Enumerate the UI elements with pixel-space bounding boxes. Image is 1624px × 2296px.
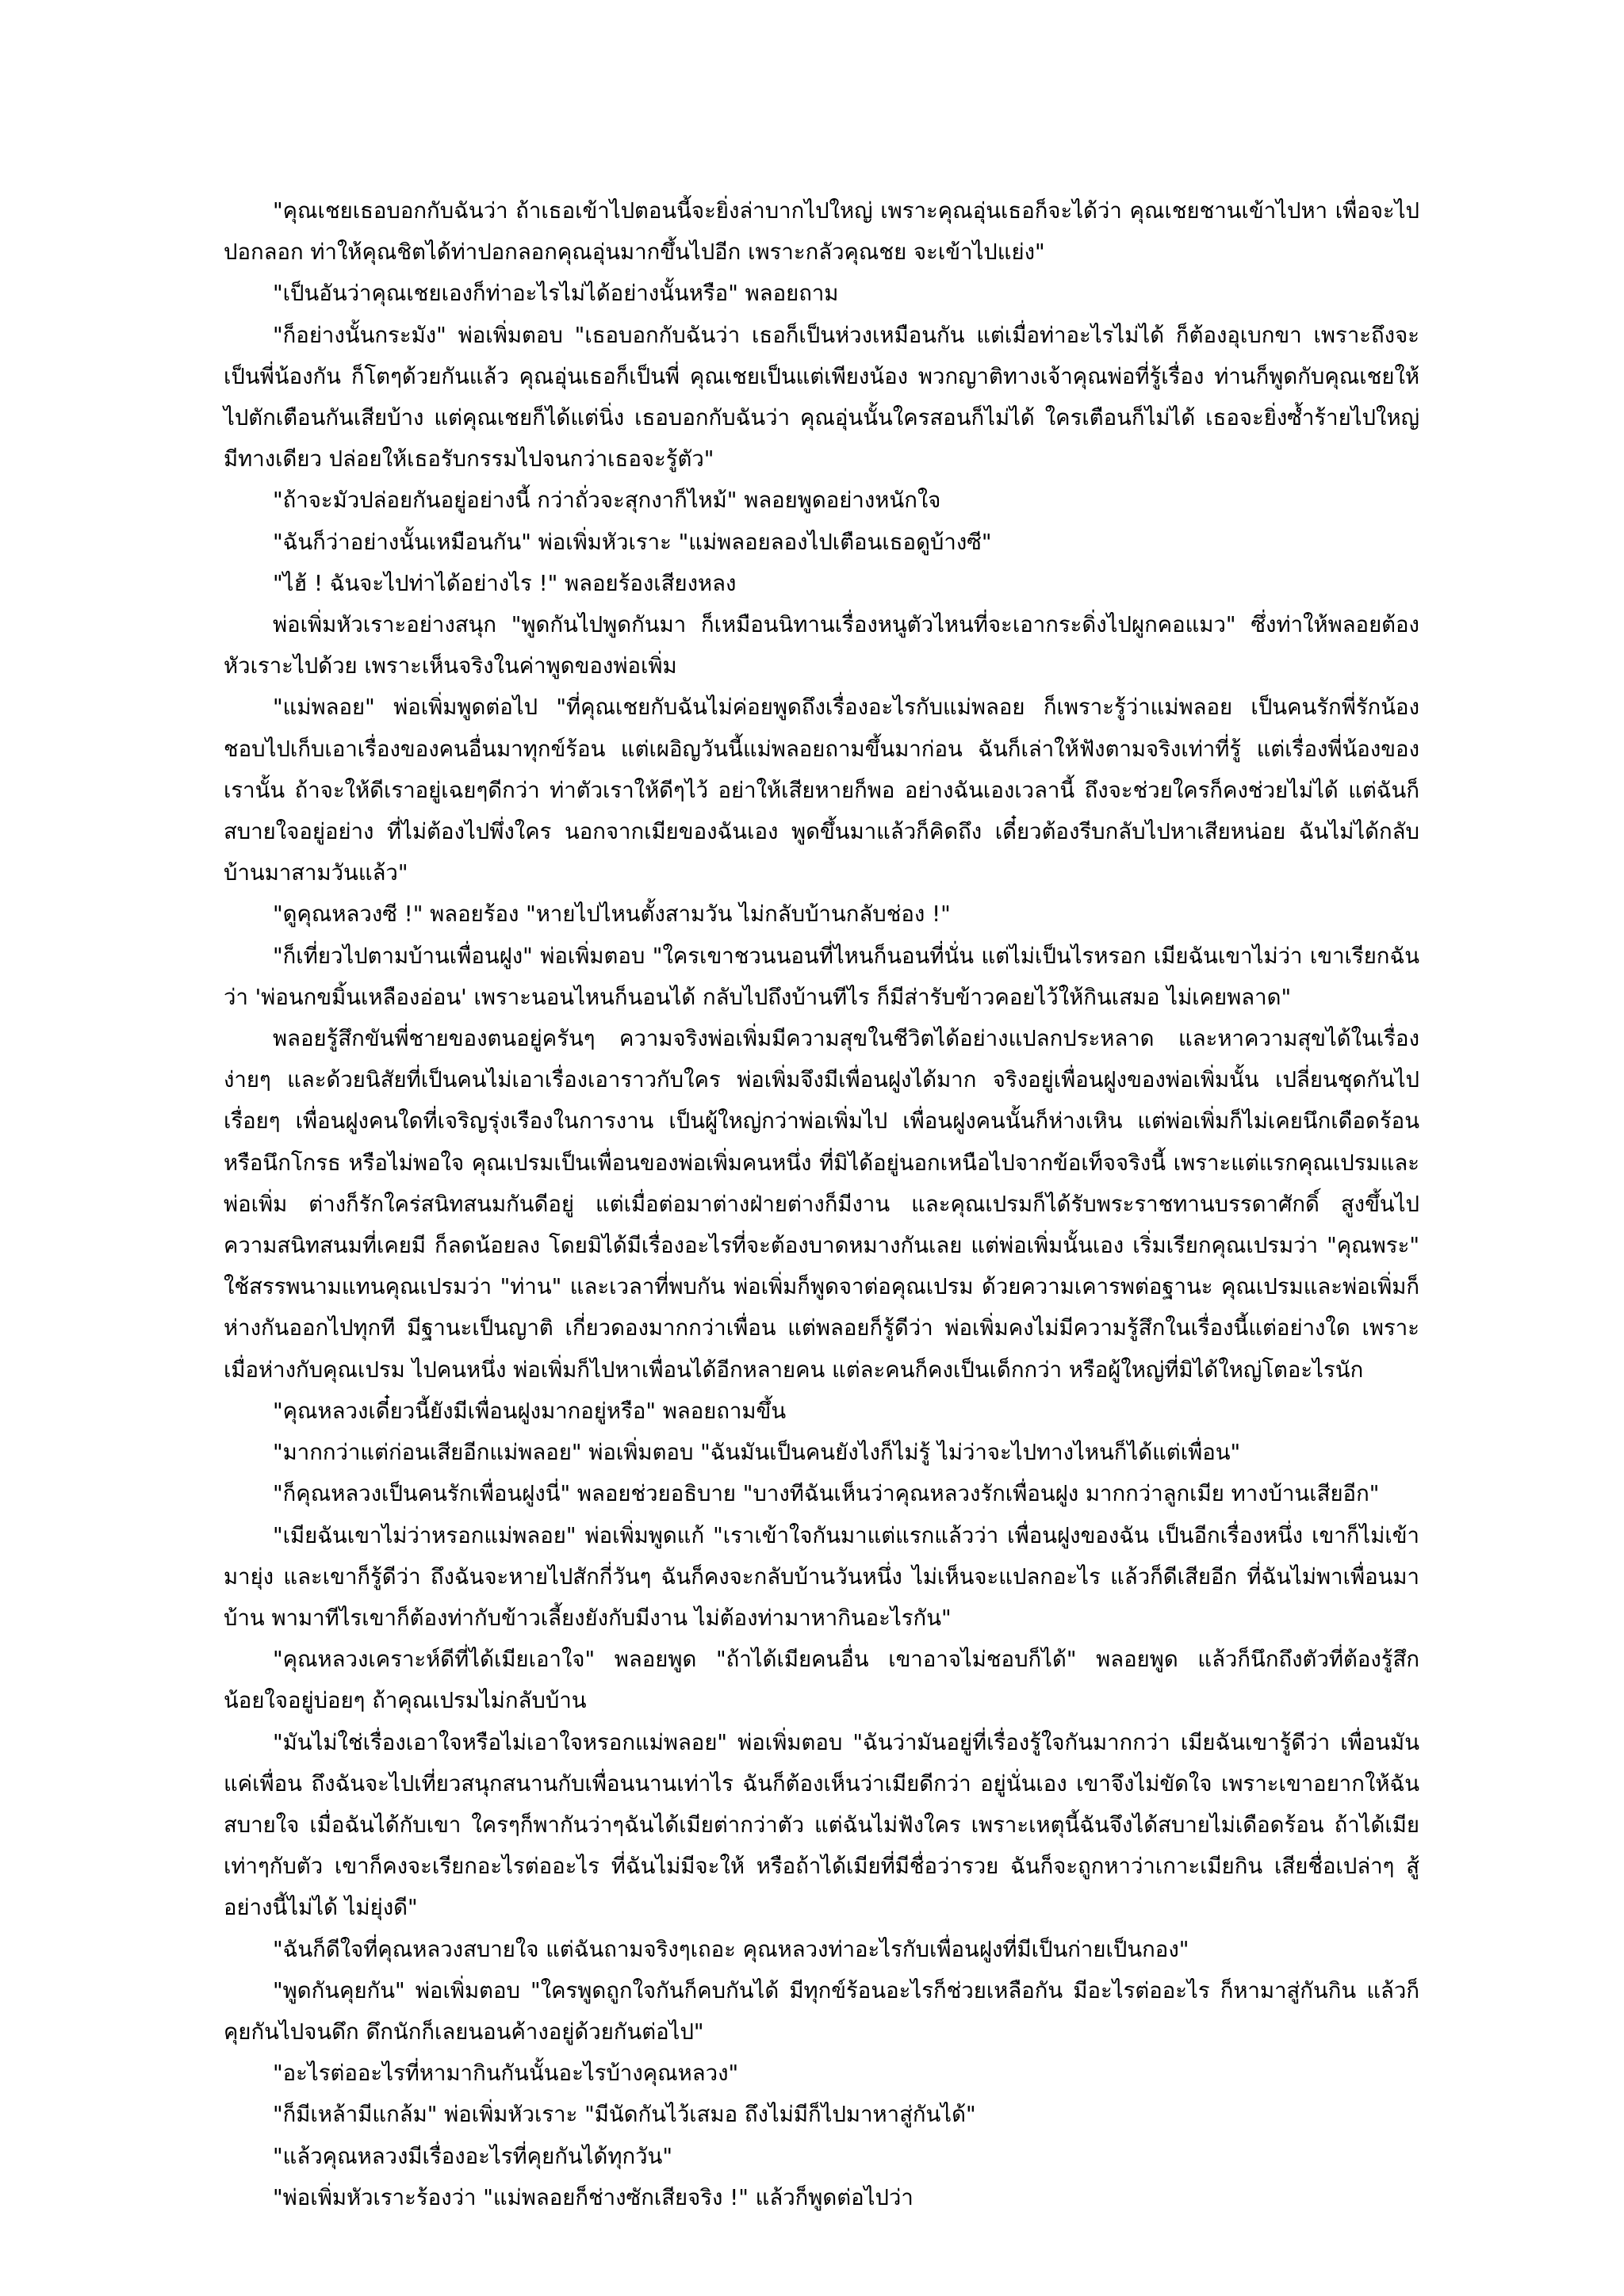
paragraph: "ก็คุณหลวงเป็นคนรักเพื่อนฝูงนี่" พลอยช่วยอธิบาย "บางทีฉันเห็นว่าคุณหลวงรักเพื่อนฝูง มากกว่าลูกเมีย ทางบ้านเสียอีก" [273,1481,1380,1507]
paragraph: "มากกว่าแต่ก่อนเสียอีกแม่พลอย" พ่อเพิ่มตอบ "ฉันมันเป็นคนยังไงก็ไม่รู้ ไม่ว่าจะไปทางไหนก็ได้แต่เพื่อน" [273,1440,1241,1466]
paragraph: "คุณหลวงเคราะห์ดีที่ได้เมียเอาใจ" พลอยพูด "ถ้าได้เมียคนอื่น เขาอาจไม่ชอบก็ได้" พลอยพูด แล้วก็นึกถึงตัวที่ต้องรู้สึกน้อยใจอยู่บ่อยๆ ถ้าคุณเปรมไม่กลับบ้าน [224,1647,1419,1714]
paragraph: "เมียฉันเขาไม่ว่าหรอกแม่พลอย" พ่อเพิ่มพูดแก้ "เราเข้าใจกันมาแต่แรกแล้วว่า เพื่อนฝูงของฉัน เป็นอีกเรื่องหนึ่ง เขาก็ไม่เข้ามายุ่ง และเขาก็รู้ดีว่า ถึงฉันจะหายไปสักกี่วันๆ ฉันก็คงจะกลับบ้านวันหนึ่ง ไม่เห็นจะแปลกอะไร แล้วก็ดีเสียอีก ที่ฉันไม่พาเพื่อนมาบ้าน พามาทีไรเขาก็ต้องท่ากับข้าวเลี้ยงยังกับมีงาน ไม่ต้องท่ามาหากินอะไรกัน" [224,1522,1419,1631]
paragraph: "ก็อย่างนั้นกระมัง" พ่อเพิ่มตอบ "เธอบอกกับฉันว่า เธอก็เป็นห่วงเหมือนกัน แต่เมื่อท่าอะไรไม่ได้ ก็ต้องอุเบกขา เพราะถึงจะเป็นพี่น้องกัน ก็โตๆด้วยกันแล้ว คุณอุ่นเธอก็เป็นพี่ คุณเชยเป็นแต่เพียงน้อง พวกญาติทางเจ้าคุณพ่อที่รู้เรื่อง ท่านก็พูดกับคุณเชยให้ไปตักเตือนกันเสียบ้าง แต่คุณเชยก็ได้แต่นิ่ง เธอบอกกับฉันว่า คุณอุ่นนั้นใครสอนก็ไม่ได้ ใครเตือนก็ไม่ได้ เธอจะยิ่งซ้ำร้ายไปใหญ่ มีทางเดียว ปล่อยให้เธอรับกรรมไปจนกว่าเธอจะรู้ตัว" [224,322,1419,473]
paragraph: "พ่อเพิ่มหัวเราะร้องว่า "แม่พลอยก็ช่างซักเสียจริง !" แล้วก็พูดต่อไปว่า [273,2184,914,2210]
paragraph: "ฉันก็ว่าอย่างนั้นเหมือนกัน" พ่อเพิ่มหัวเราะ "แม่พลอยลองไปเตือนเธอดูบ้างซี" [273,529,992,555]
paragraph: "ไฮ้ ! ฉันจะไปท่าได้อย่างไร !" พลอยร้องเสียงหลง [273,570,737,596]
paragraph: "ถ้าจะมัวปล่อยกันอยู่อย่างนี้ กว่าถั่วจะสุกงาก็ไหม้" พลอยพูดอย่างหนักใจ [273,488,941,514]
paragraph: "ฉันก็ดีใจที่คุณหลวงสบายใจ แต่ฉันถามจริงๆเถอะ คุณหลวงท่าอะไรกับเพื่อนฝูงที่มีเป็นก่ายเป็นกอง" [273,1936,1189,1962]
paragraph: "ก็เที่ยวไปตามบ้านเพื่อนฝูง" พ่อเพิ่มตอบ "ใครเขาชวนนอนที่ไหนก็นอนที่นั่น แต่ไม่เป็นไรหรอก เมียฉันเขาไม่ว่า เขาเรียกฉันว่า 'พ่อนกขมิ้นเหลืองอ่อน' เพราะนอนไหนก็นอนได้ กลับไปถึงบ้านทีไร ก็มีส่ารับข้าวคอยไว้ให้กินเสมอ ไม่เคยพลาด" [224,943,1419,1010]
paragraph: พ่อเพิ่มหัวเราะอย่างสนุก "พูดกันไปพูดกันมา ก็เหมือนนิทานเรื่องหนูตัวไหนที่จะเอากระดิ่งไปผูกคอแมว" ซึ่งท่าให้พลอยต้องหัวเราะไปด้วย เพราะเห็นจริงในค่าพูดของพ่อเพิ่ม [224,612,1419,679]
paragraph: "คุณหลวงเดี๋ยวนี้ยังมีเพื่อนฝูงมากอยู่หรือ" พลอยถามขึ้น [273,1398,787,1424]
paragraph: "คุณเชยเธอบอกกับฉันว่า ถ้าเธอเข้าไปตอนนี้จะยิ่งล่าบากไปใหญ่ เพราะคุณอุ่นเธอก็จะได้ว่า คุณเชยชานเข้าไปหา เพื่อจะไปปอกลอก ท่าให้คุณชิตได้ท่าปอกลอกคุณอุ่นมากขึ้นไปอีก เพราะกลัวคุณชย จะเข้าไปแย่ง" [224,198,1419,266]
paragraph: "ก็มีเหล้ามีแกล้ม" พ่อเพิ่มหัวเราะ "มีนัดกันไว้เสมอ ถึงไม่มีก็ไปมาหาสู่กันได้" [273,2102,976,2128]
paragraph: "มันไม่ใช่เรื่องเอาใจหรือไม่เอาใจหรอกแม่พลอย" พ่อเพิ่มตอบ "ฉันว่ามันอยู่ที่เรื่องรู้ใจกันมากกว่า เมียฉันเขารู้ดีว่า เพื่อนมันแค่เพื่อน ถึงฉันจะไปเที่ยวสนุกสนานกับเพื่อนนานเท่าไร ฉันก็ต้องเห็นว่าเมียดีกว่า อยู่นั่นเอง เขาจึงไม่ขัดใจ เพราะเขาอยากให้ฉันสบายใจ เมื่อฉันได้กับเขา ใครๆก็พากันว่าๆฉันได้เมียต่ากว่าตัว แต่ฉันไม่ฟังใคร เพราะเหตุนี้ฉันจึงได้สบายไม่เดือดร้อน ถ้าได้เมียเท่าๆกับตัว เขาก็คงจะเรียกอะไรต่ออะไร ที่ฉันไม่มีจะให้ หรือถ้าได้เมียที่มีชื่อว่ารวย ฉันก็จะถูกหาว่าเกาะเมียกิน เสียชื่อเปล่าๆ สู้อย่างนี้ไม่ได้ ไม่ยุ่งดี" [224,1729,1419,1921]
paragraph: "เป็นอันว่าคุณเชยเองก็ท่าอะไรไม่ได้อย่างนั้นหรือ" พลอยถาม [273,281,839,307]
paragraph: "แล้วคุณหลวงมีเรื่องอะไรที่คุยกันได้ทุกวัน" [273,2143,672,2169]
paragraph: "แม่พลอย" พ่อเพิ่มพูดต่อไป "ที่คุณเชยกับฉันไม่ค่อยพูดถึงเรื่องอะไรกับแม่พลอย ก็เพราะรู้ว่าแม่พลอย เป็นคนรักพี่รักน้อง ชอบไปเก็บเอาเรื่องของคนอื่นมาทุกข์ร้อน แต่เผอิญวันนี้แม่พลอยถามขึ้นมาก่อน ฉันก็เล่าให้ฟังตามจริงเท่าที่รู้ แต่เรื่องพี่น้องของเรานั้น ถ้าจะให้ดีเราอยู่เฉยๆดีกว่า ท่าตัวเราให้ดีๆไว้ อย่าให้เสียหายก็พอ อย่างฉันเองเวลานี้ ถึงจะช่วยใครก็คงช่วยไม่ได้ แต่ฉันก็สบายใจอยู่อย่าง ที่ไม่ต้องไปพึ่งใคร นอกจากเมียของฉันเอง พูดขึ้นมาแล้วก็คิดถึง เดี๋ยวต้องรีบกลับไปหาเสียหน่อย ฉันไม่ได้กลับบ้านมาสามวันแล้ว" [224,695,1419,886]
paragraph: "อะไรต่ออะไรที่หามากินกันนั้นอะไรบ้างคุณหลวง" [273,2061,739,2087]
document-body [224,190,1419,2218]
paragraph: "พูดกันคุยกัน" พ่อเพิ่มตอบ "ใครพูดถูกใจกันก็คบกันได้ มีทุกข์ร้อนอะไรก็ช่วยเหลือกัน มีอะไรต่ออะไร ก็หามาสู่กันกิน แล้วก็คุยกันไปจนดึก ดึกนักก็เลยนอนค้างอยู่ด้วยกันต่อไป" [224,1977,1419,2045]
paragraph: "ดูคุณหลวงซี !" พลอยร้อง "หายไปไหนตั้งสามวัน ไม่กลับบ้านกลับช่อง !" [273,901,951,928]
paragraph: พลอยรู้สึกขันพี่ชายของตนอยู่ครันๆ ความจริงพ่อเพิ่มมีความสุขในชีวิตได้อย่างแปลกประหลาด และหาความสุขได้ในเรื่องง่ายๆ และด้วยนิสัยที่เป็นคนไม่เอาเรื่องเอาราวกับใคร พ่อเพิ่มจึงมีเพื่อนฝูงได้มาก จริงอยู่เพื่อนฝูงของพ่อเพิ่มนั้น เปลี่ยนชุดกันไปเรื่อยๆ เพื่อนฝูงคนใดที่เจริญรุ่งเรืองในการงาน เป็นผู้ใหญ่กว่าพ่อเพิ่มไป เพื่อนฝูงคนนั้นก็ห่างเหิน แต่พ่อเพิ่มก็ไม่เคยนึกเดือดร้อนหรือนึกโกรธ หรือไม่พอใจ คุณเปรมเป็นเพื่อนของพ่อเพิ่มคนหนึ่ง ที่มิได้อยู่นอกเหนือไปจากข้อเท็จจริงนี้ เพราะแต่แรกคุณเปรมและพ่อเพิ่ม ต่างก็รักใคร่สนิทสนมกันดีอยู่ แต่เมื่อต่อมาต่างฝ่ายต่างก็มีงาน และคุณเปรมก็ได้รับพระราชทานบรรดาศักดิ์ สูงขึ้นไป ความสนิทสนมที่เคยมี ก็ลดน้อยลง โดยมิได้มีเรื่องอะไรที่จะต้องบาดหมางกันเลย แต่พ่อเพิ่มนั้นเอง เริ่มเรียกคุณเปรมว่า "คุณพระ" ใช้สรรพนามแทนคุณเปรมว่า "ท่าน" และเวลาที่พบกัน พ่อเพิ่มก็พูดจาต่อคุณเปรม ด้วยความเคารพต่อฐานะ คุณเปรมและพ่อเพิ่มก็ห่างกันออกไปทุกที มีฐานะเป็นญาติ เกี่ยวดองมากกว่าเพื่อน แต่พลอยก็รู้ดีว่า พ่อเพิ่มคงไม่มีความรู้สึกในเรื่องนี้แต่อย่างใด เพราะเมื่อห่างกับคุณเปรม ไปคนหนึ่ง พ่อเพิ่มก็ไปหาเพื่อนได้อีกหลายคน แต่ละคนก็คงเป็นเด็กกว่า หรือผู้ใหญ่ที่มิได้ใหญ่โตอะไรนัก [224,1026,1419,1383]
